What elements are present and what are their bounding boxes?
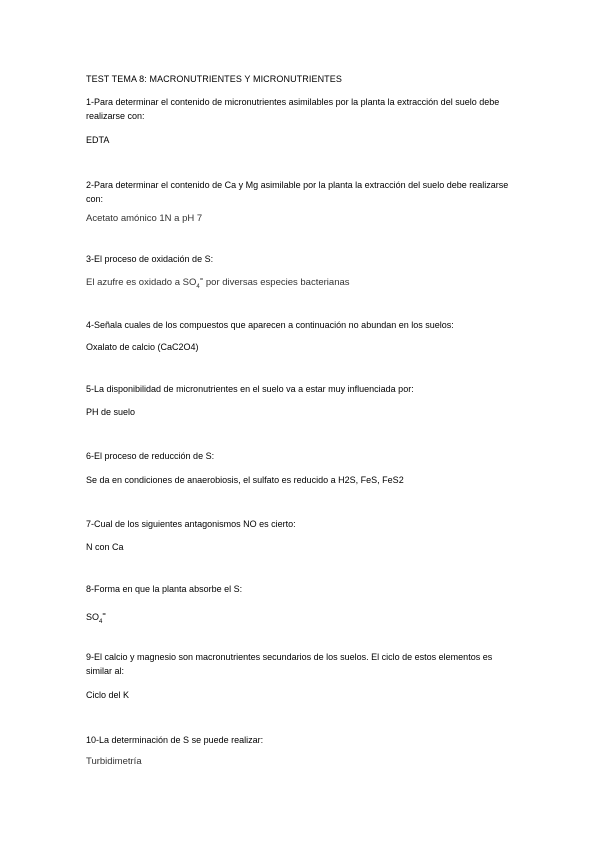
answer-7: N con Ca bbox=[86, 542, 124, 552]
answer-3-superscript: = bbox=[199, 276, 204, 283]
question-10: 10-La determinación de S se puede realizar: bbox=[86, 735, 264, 745]
answer-4: Oxalato de calcio (CaC2O4) bbox=[86, 342, 199, 352]
answer-2: Acetato amónico 1N a pH 7 bbox=[86, 213, 203, 224]
answer-9: Ciclo del K bbox=[86, 690, 130, 700]
answer-8 bbox=[86, 610, 516, 624]
answer-8-superscript: = bbox=[102, 612, 106, 618]
question-3: 3-El proceso de oxidación de S: bbox=[86, 254, 214, 264]
question-9: 9-El calcio y magnesio son macronutrientes secundarios de los suelos. El ciclo de estos elementos es similar al: bbox=[86, 652, 493, 676]
answer-6: Se da en condiciones de anaerobiosis, el sulfato es reducido a H2S, FeS, FeS2 bbox=[86, 475, 404, 485]
answer-8-text: SO bbox=[86, 612, 100, 622]
answer-10: Turbidimetría bbox=[86, 756, 142, 767]
answer-3-text-end: por diversas especies bacterianas bbox=[203, 277, 350, 288]
answer-8-subscript: 4 bbox=[99, 618, 103, 625]
question-4: 4-Señala cuales de los compuestos que aparecen a continuación no abundan en los suelos: bbox=[86, 320, 454, 330]
question-5: 5-La disponibilidad de micronutrientes en el suelo va a estar muy influenciada por: bbox=[86, 384, 414, 394]
question-1: 1-Para determinar el contenido de micronutrientes asimilables por la planta la extracción del suelo debe realizarse con: bbox=[86, 97, 500, 121]
question-6: 6-El proceso de reducción de S: bbox=[86, 451, 215, 461]
answer-3-text: El azufre es oxidado a SO bbox=[86, 277, 197, 288]
question-7: 7-Cual de los siguientes antagonismos NO es cierto: bbox=[86, 519, 296, 529]
answer-3 bbox=[86, 276, 516, 290]
question-8: 8-Forma en que la planta absorbe el S: bbox=[86, 584, 243, 594]
answer-5: PH de suelo bbox=[86, 407, 136, 417]
document-title: TEST TEMA 8: MACRONUTRIENTES Y MICRONUTRIENTES bbox=[86, 74, 342, 84]
question-2: 2-Para determinar el contenido de Ca y Mg asimilable por la planta la extracción del suelo debe realizarse con: bbox=[86, 180, 509, 204]
answer-1: EDTA bbox=[86, 135, 110, 145]
answer-3-subscript: 4 bbox=[196, 283, 200, 290]
